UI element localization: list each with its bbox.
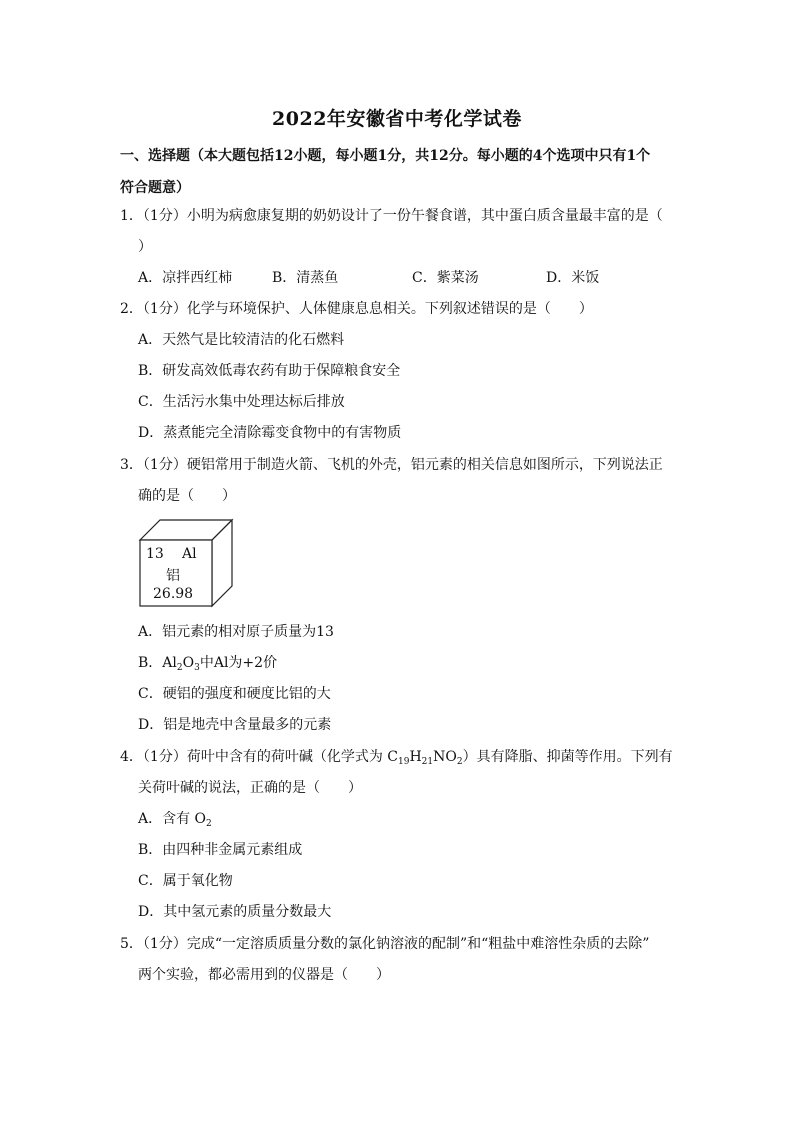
element-cell-figure	[138, 518, 234, 610]
question-3-option-c: C．硬铝的强度和硬度比铝的大	[138, 686, 331, 702]
question-5-text-cont: 两个实验，都必需用到的仪器是（ ）	[138, 967, 390, 983]
question-4-option-c: C．属于氧化物	[138, 873, 233, 889]
question-2-option-c: C．生活污水集中处理达标后排放	[138, 394, 345, 410]
question-3-option-b: B．$Al_2O_3$中Al为+2价	[138, 655, 278, 673]
question-3-text: 3．（1分）硬铝常用于制造火箭、飞机的外壳，铝元素的相关信息如图所示，下列说法正	[120, 457, 663, 473]
question-1-option-d: D．米饭	[546, 270, 600, 286]
question-1-option-a: A．凉拌西红柿	[138, 270, 233, 286]
exam-title: 2022年安徽省中考化学试卷	[272, 108, 522, 130]
element-atomic-mass: 26.98	[153, 586, 194, 602]
question-2-text: 2．（1分）化学与环境保护、人体健康息息相关。下列叙述错误的是（ ）	[120, 301, 593, 317]
question-4-option-d: D．其中氢元素的质量分数最大	[138, 904, 332, 920]
question-2-option-d: D．蒸煮能完全清除霉变食物中的有害物质	[138, 425, 402, 441]
question-5-text: 5．（1分）完成“一定溶质质量分数的氯化钠溶液的配制”和“粗盐中难溶性杂质的去除”	[120, 936, 650, 952]
element-symbol: Al	[182, 546, 197, 562]
section-heading-line-2: 符合题意）	[120, 180, 190, 196]
question-1-option-b: B．清蒸鱼	[272, 270, 339, 286]
question-2-option-a: A．天然气是比较清洁的化石燃料	[138, 332, 345, 348]
question-1-text-cont: ）	[138, 239, 152, 255]
question-4-option-b: B．由四种非金属元素组成	[138, 842, 303, 858]
element-name: 铝	[166, 568, 180, 584]
question-1-text: 1．（1分）小明为病愈康复期的奶奶设计了一份午餐食谱，其中蛋白质含量最丰富的是（	[120, 208, 663, 224]
question-4-text: 4．（1分）荷叶中含有的荷叶碱（化学式为 $C_{19}H_{21}NO_2$）具有降脂、抑菌等作用。下列有	[120, 749, 673, 767]
question-3-text-cont: 确的是（ ）	[138, 488, 236, 504]
element-atomic-number: 13	[146, 546, 164, 562]
question-4-option-a: A．含有 $O_2$	[138, 811, 212, 829]
question-2-option-b: B．研发高效低毒农药有助于保障粮食安全	[138, 363, 401, 379]
question-3-option-d: D．铝是地壳中含量最多的元素	[138, 717, 332, 733]
question-4-text-cont: 关荷叶碱的说法，正确的是（ ）	[138, 780, 362, 796]
section-heading-line-1: 一、选择题（本大题包括12小题，每小题1分，共12分。每小题的4个选项中只有1个	[120, 148, 651, 164]
question-1-option-c: C．紫菜汤	[412, 270, 479, 286]
question-3-option-a: A．铝元素的相对原子质量为13	[138, 624, 334, 640]
